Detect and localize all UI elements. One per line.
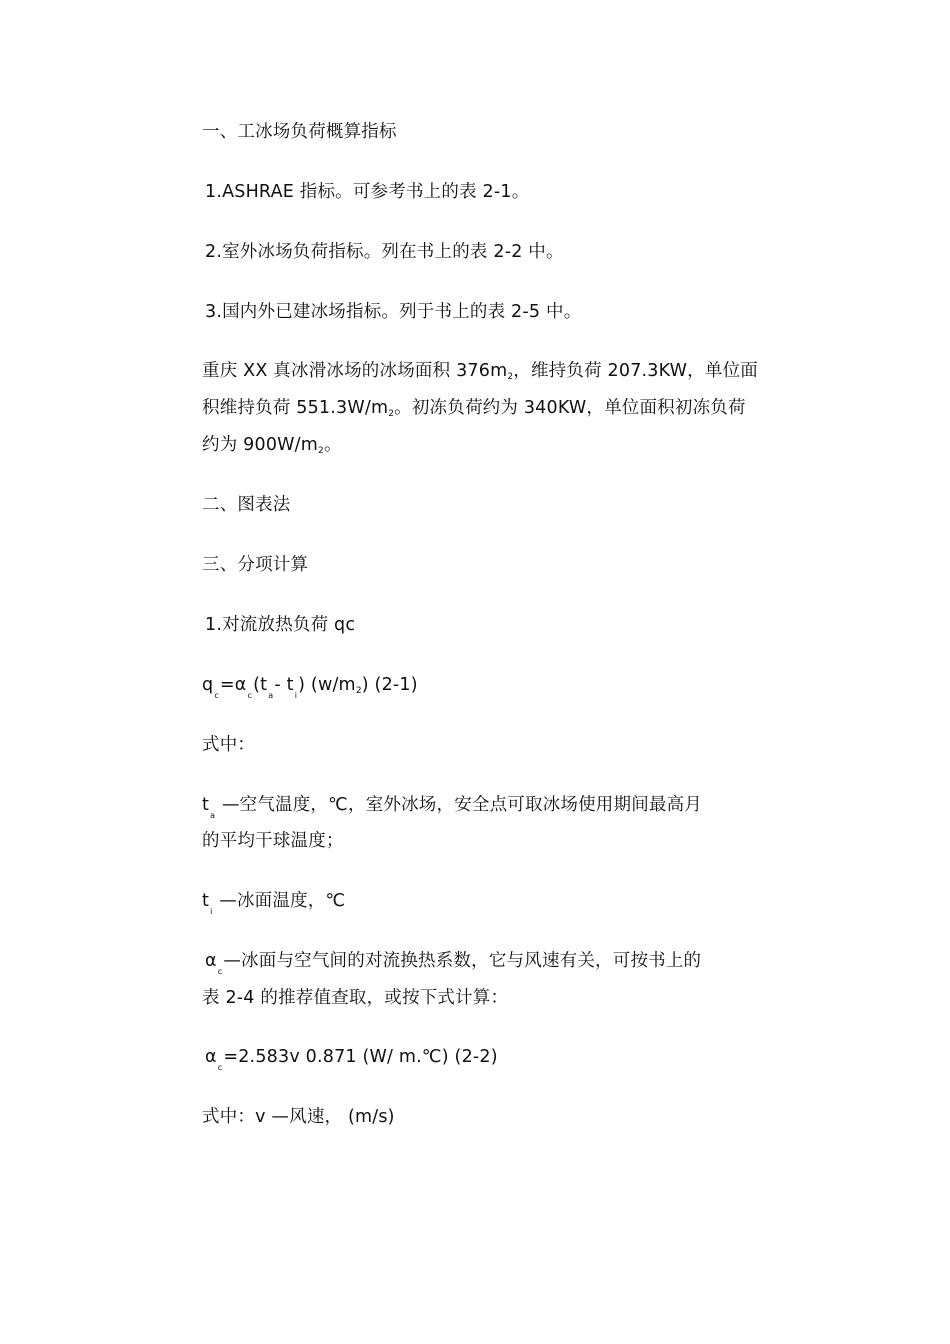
list-item-2: 2.室外冰场负荷指标。列在书上的表 2-2 中。 — [205, 242, 564, 262]
paragraph-line-2: 积维持负荷 551.3W/m2。初冻负荷约为 340KW，单位面积初冻负荷 — [202, 398, 746, 419]
definition-ta-line-1: $t_a$ —空气温度，℃，室外冰场，安全点可取冰场使用期间最高月 — [202, 795, 702, 820]
definition-ta-line-2: 的平均干球温度； — [202, 831, 344, 851]
list-item-1: 1.ASHRAE 指标。可参考书上的表 2-1。 — [205, 182, 530, 202]
paragraph-line-1: 重庆 XX 真冰滑冰场的冰场面积 376m2，维持负荷 207.3KW，单位面 — [202, 361, 758, 382]
definition-ac-line-2: 表 2-4 的推荐值查取，或按下式计算： — [202, 988, 509, 1008]
equation-2-1: $q_c=\alpha_c(t_a-$ $t_i$) (w/m2) (2-1) — [202, 675, 418, 700]
section-heading-2: 二、图表法 — [202, 495, 291, 515]
section-heading-1: 一、工冰场负荷概算指标 — [202, 122, 397, 142]
definition-ti: $t_i$ —冰面温度，℃ — [202, 891, 346, 916]
definition-ac-line-1: $\alpha_c—$冰面与空气间的对流换热系数，它与风速有关，可按书上的 — [205, 951, 702, 976]
subsection-heading-1: 1.对流放热负荷 qc — [205, 615, 356, 635]
where-label-2: 式中：v —风速， (m/s) — [202, 1107, 395, 1127]
paragraph-line-3: 约为 900W/m2。 — [202, 435, 342, 456]
section-heading-3: 三、分项计算 — [202, 555, 309, 575]
where-label-1: 式中： — [202, 735, 256, 755]
equation-2-2: $\alpha_c=2.583v$ 0.871 (W/ m.℃) (2-2) — [205, 1047, 498, 1072]
list-item-3: 3.国内外已建冰场指标。列于书上的表 2-5 中。 — [205, 302, 582, 322]
